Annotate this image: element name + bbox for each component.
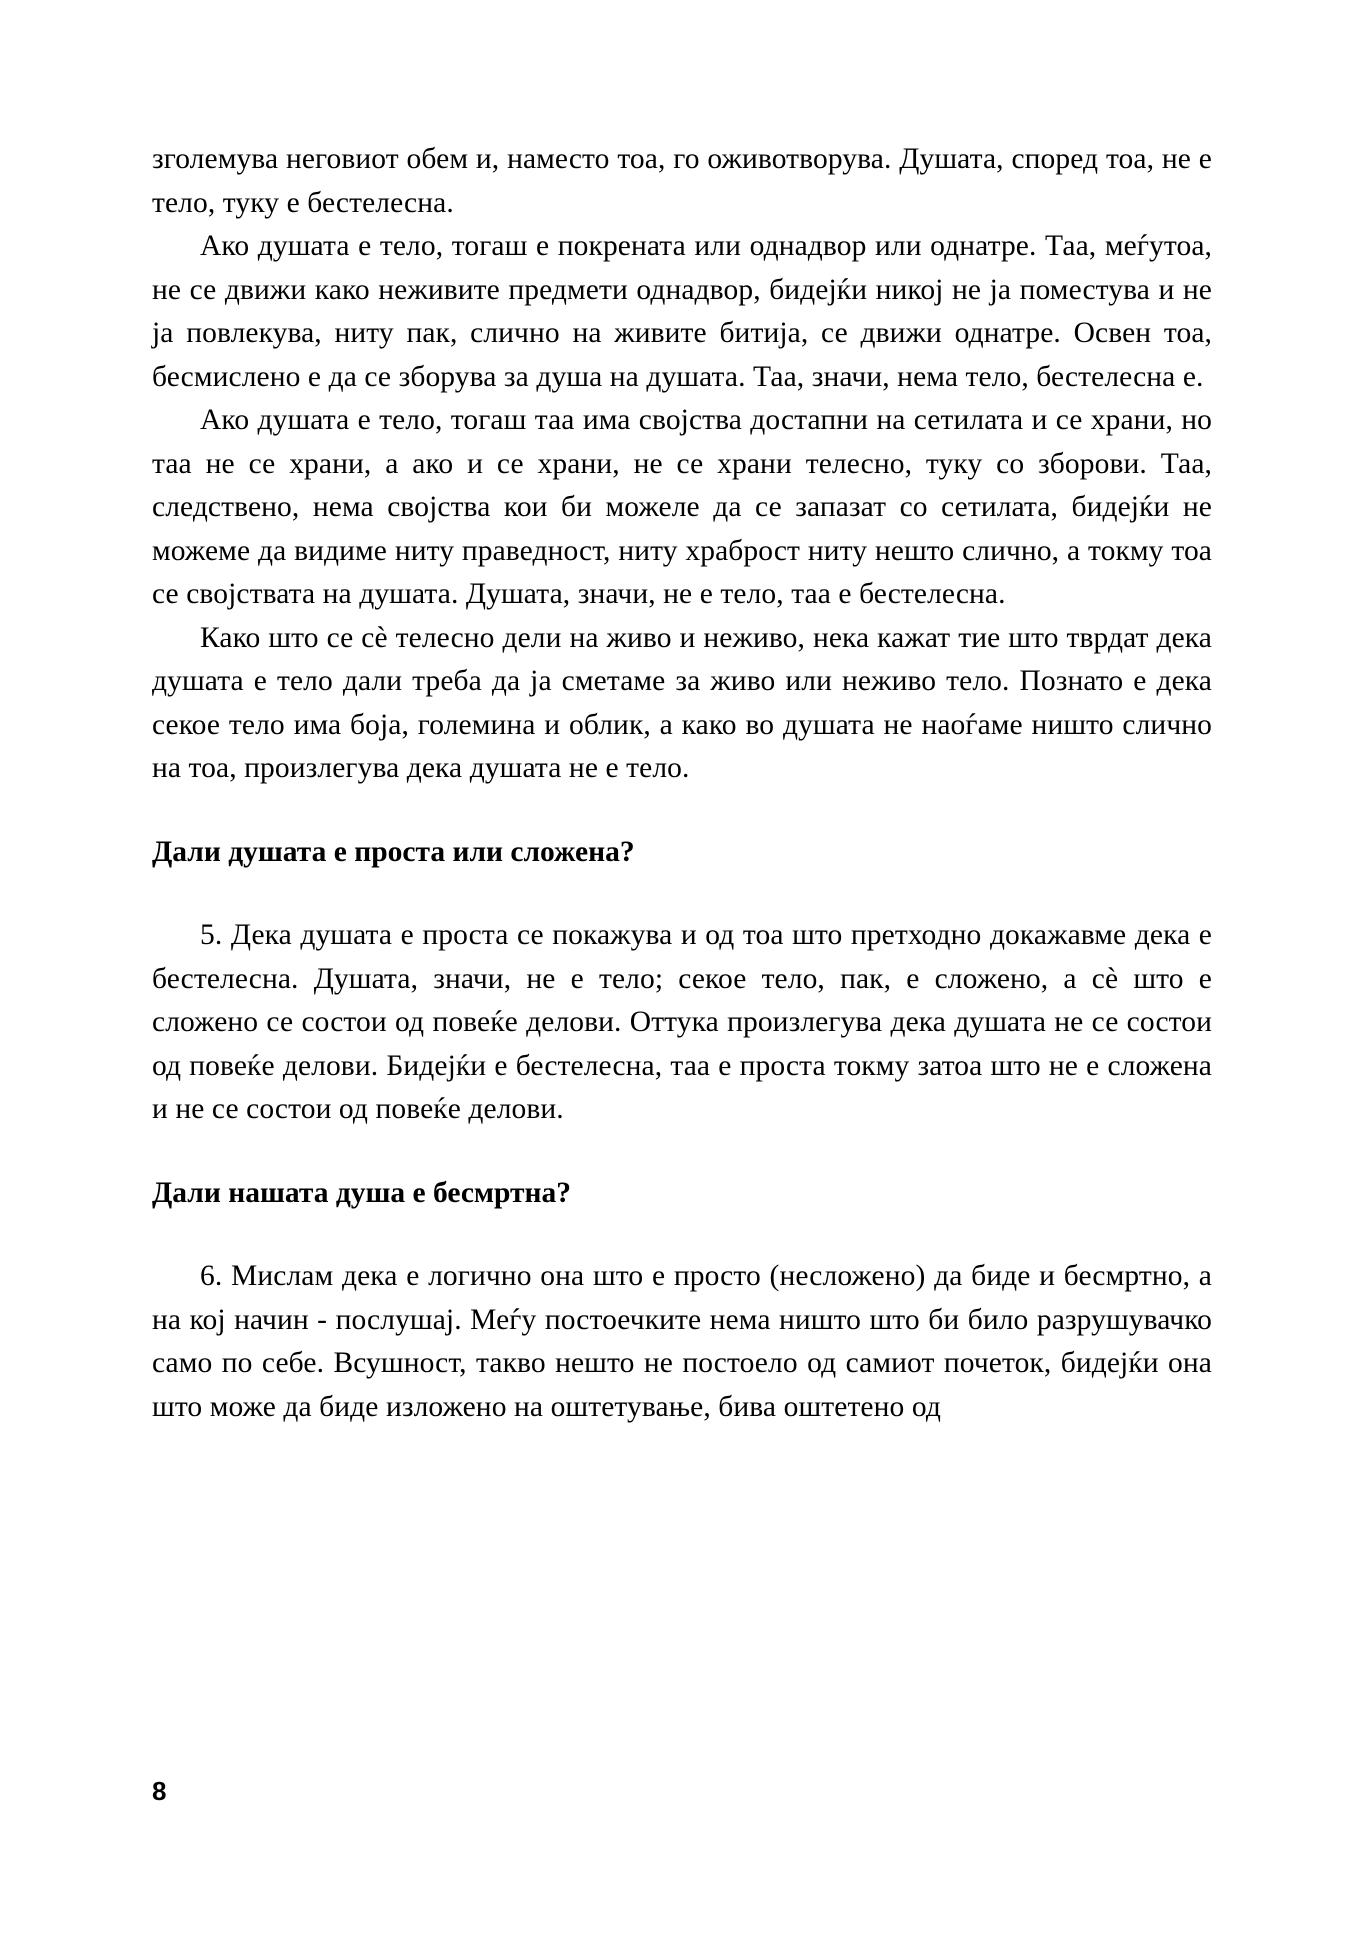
- paragraph-5: 5. Дека душата е проста се покажува и од тоа што претходно докажавме дека е бестелесна. Душата, значи, не е тело; секое тело, пак, е сложено, а сѐ што е сложено се состои од повеќе делови. Оттука произлегува дека душата не се состои од повеќе делови. Бидејќи е бестелесна, таа е проста токму затоа што не е сложена и не се состои од повеќе делови.: [152, 919, 1212, 1125]
- section-heading-soul-immortal: Дали нашата душа е бесмртна?: [152, 1176, 572, 1209]
- page-number: 8: [152, 1776, 167, 1806]
- spacer: [152, 874, 1212, 914]
- paragraph-3: Ако душата е тело, тогаш таа има својства достапни на сетилата и се храни, но таа не се храни, а ако и се храни, не се храни телесно, туку со зборови. Таа, следствено, нема својства кои би можеле да се запазат со сетилата, бидејќи не можеме да видиме ниту праведност, ниту храброст ниту нешто слично, а токму тоа се својствата на душата. Душата, значи, не е тело, таа е бестелесна.: [152, 404, 1212, 610]
- section-heading-soul-simple: Дали душата е проста или сложена?: [152, 835, 635, 868]
- spacer: [152, 1132, 1212, 1172]
- paragraph-2: Ако душата е тело, тогаш е покрената или однадвор или однатре. Таа, меѓутоа, не се движи како неживите предмети однадвор, бидејќи никој не ја поместува и не ја повлекува, ниту пак, слично на живите битија, се движи однатре. Освен тоа, бесмислено е да се зборува за душа на душата. Таа, значи, нема тело, бестелесна е.: [152, 230, 1212, 393]
- page-text-column: [152, 138, 1212, 1429]
- spacer: [152, 791, 1212, 831]
- spacer: [152, 1215, 1212, 1255]
- paragraph-4: Како што се сѐ телесно дели на живо и неживо, нека кажат тие што тврдат дека душата е тело дали треба да ја сметаме за живо или неживо тело. Познато е дека секое тело има боја, големина и облик, а како во душата не наоѓаме ништо слично на тоа, произлегува дека душата не е тело.: [152, 621, 1212, 784]
- paragraph-6: 6. Мислам дека е логично она што е просто (несложено) да биде и бесмртно, а на кој начин - послушај. Меѓу постоечките нема ништо што би било разрушувачко само по себе. Всушност, такво нешто не постоело од самиот почеток, бидејќи она што може да биде изложено на оштетување, бива оштетено од: [152, 1260, 1212, 1423]
- paragraph-1: зголемува неговиот обем и, наместо тоа, го оживотворува. Душата, според тоа, не е тело, туку е бестелесна.: [152, 143, 1212, 219]
